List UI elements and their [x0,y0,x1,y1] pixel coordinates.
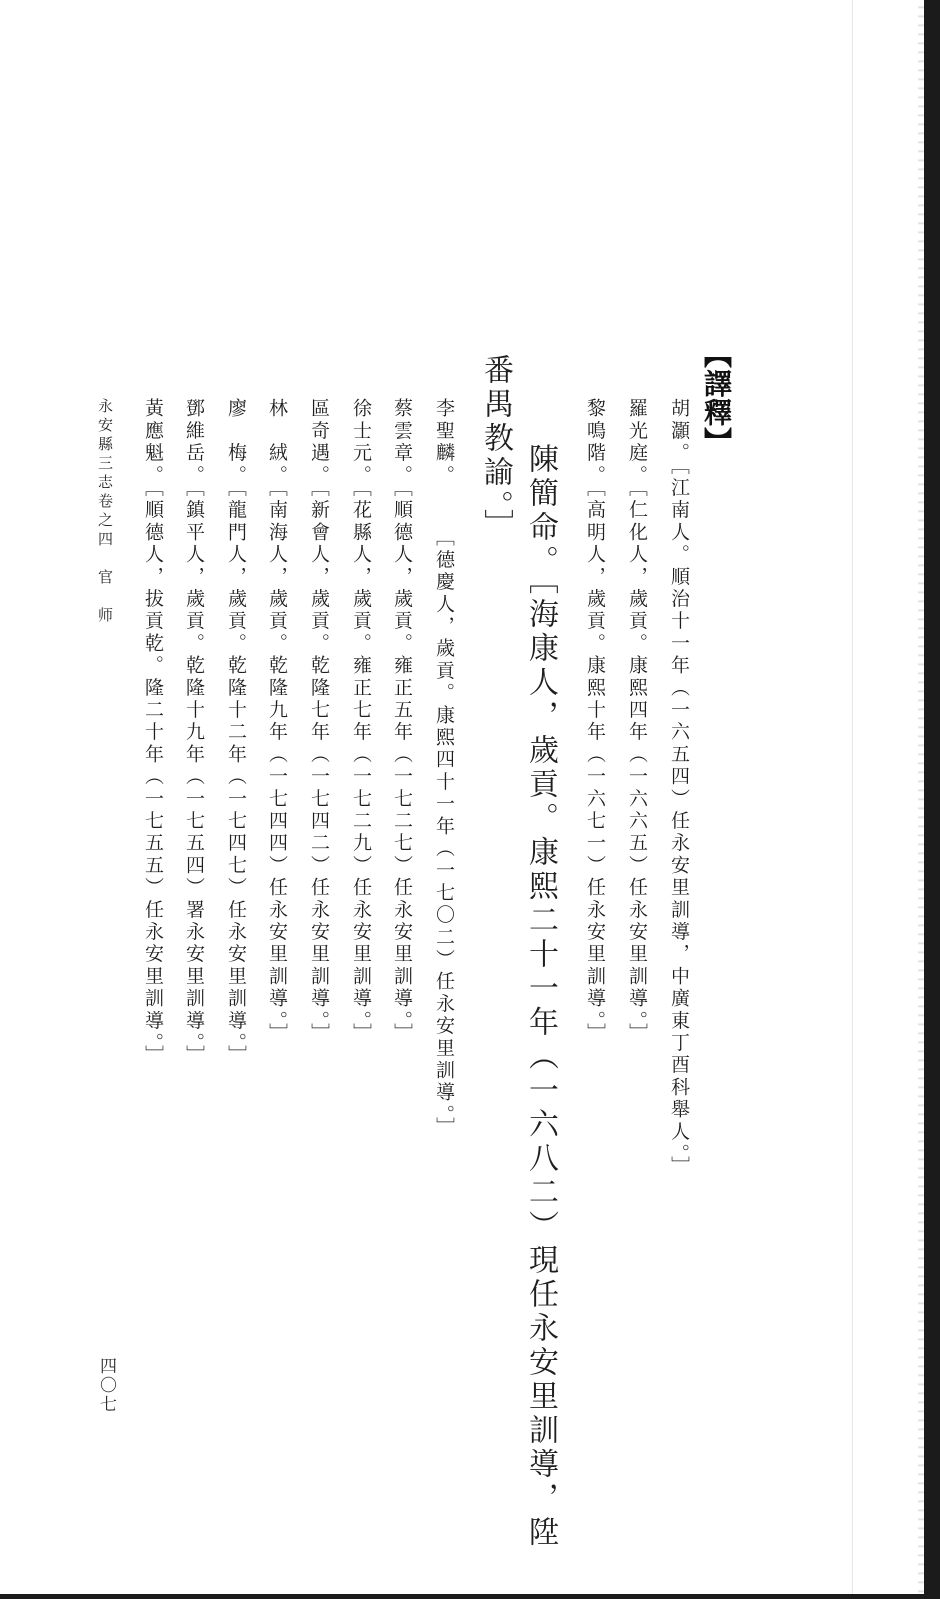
entry-li-shenglin-note: ［德慶人，歲貢。康熙四十一年（一七〇二）任永安里訓導。］ [433,527,455,1140]
entry-liao-mei: 廖 梅。［龍門人，歲貢。乾隆十二年（一七四七）任永安里訓導。］ [225,398,247,1068]
entry-xu-shiyuan: 徐士元。［花縣人，歲貢。雍正七年（一七二九）任永安里訓導。］ [350,398,372,1045]
page-fold-line [852,0,853,1599]
entry-li-mingjie: 黎鳴階。［高明人，歲貢。康熙十年（一六七一）任永安里訓導。］ [584,398,606,1045]
page-number: 四〇七 [96,1357,116,1414]
entry-huang-yingkui: 黃應魁。［順德人，拔貢乾。隆二十年（一七五五）任永安里訓導。］ [142,398,164,1068]
section-heading: 【譯釋】 [700,340,733,456]
entry-li-shenglin: 李聖麟。 [433,398,455,487]
entry-ou-qiyu: 區奇遇。［新會人，歲貢。乾隆七年（一七四二）任永安里訓導。］ [308,398,330,1045]
entry-deng-weiyue: 鄧維岳。［鎮平人，歲貢。乾隆十九年（一七五四）署永安里訓導。］ [183,398,205,1068]
entry-cai-yunzhang: 蔡雲章。［順德人，歲貢。雍正五年（一七二七）任永安里訓導。］ [391,398,413,1045]
entry-lin-rong: 林 絨。［南海人，歲貢。乾隆九年（一七四四）任永安里訓導。］ [266,398,288,1045]
scan-bottom-edge [0,1594,940,1599]
entry-hu-hao: 胡灝。［江南人。順治十一年（一六五四）任永安里訓導，中廣東丁酉科舉人。］ [668,398,690,1179]
entry-chen-jianming: 陳簡命。［海康人，歲貢。康熙二十一年（一六八二）現任永安里訓導，陞 [523,443,558,1550]
scan-right-edge [924,0,940,1599]
entry-chen-jianming-cont: 番禺教諭。］ [478,354,513,543]
running-footer: 永安縣三志卷之四 官 师 [96,398,114,626]
entry-luo-guangting: 羅光庭。［仁化人，歲貢。康熙四年（一六六五）任永安里訓導。］ [626,398,648,1045]
